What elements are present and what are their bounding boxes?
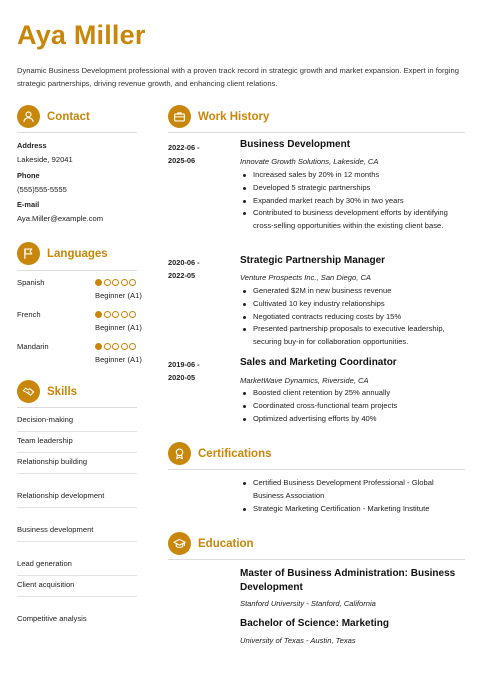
certifications-divider bbox=[168, 469, 465, 470]
graduation-cap-icon bbox=[168, 532, 191, 555]
address-label: Address bbox=[17, 141, 47, 150]
job-company: Innovate Growth Solutions, Lakeside, CA bbox=[240, 157, 379, 166]
job-bullet: Generated $2M in new business revenue bbox=[240, 285, 465, 298]
rating-dot-empty bbox=[104, 279, 111, 286]
rating-dot-empty bbox=[121, 311, 128, 318]
job-date-start: 2019-06 - bbox=[168, 360, 200, 369]
certifications-section-header bbox=[168, 442, 272, 465]
rating-dot-empty bbox=[129, 343, 136, 350]
job-bullet: Expanded market reach by 30% in two years bbox=[240, 195, 465, 208]
skill-item: Competitive analysis bbox=[17, 614, 87, 623]
skill-item: Client acquisition bbox=[17, 578, 137, 597]
education-section-header bbox=[168, 532, 254, 555]
rating-dot-empty bbox=[121, 279, 128, 286]
email-label: E-mail bbox=[17, 200, 40, 209]
profile-summary: Dynamic Business Development professional with a proven track record in strategic growth and market expansion. Expert in forging strategic partnerships, driving revenue growth, and enhancing client relations. bbox=[17, 66, 459, 88]
job-title: Sales and Marketing Coordinator bbox=[240, 357, 397, 368]
job-bullet: Negotiated contracts reducing costs by 15% bbox=[240, 311, 465, 324]
skills-divider bbox=[17, 407, 137, 408]
handshake-icon bbox=[17, 380, 40, 403]
languages-divider bbox=[17, 270, 137, 271]
job-company: Venture Prospects Inc., San Diego, CA bbox=[240, 273, 371, 282]
skill-item: Decision-making bbox=[17, 413, 137, 432]
skill-item: Relationship building bbox=[17, 455, 137, 474]
job-bullet: Increased sales by 20% in 12 months bbox=[240, 169, 465, 182]
skills-title: Skills bbox=[47, 385, 78, 398]
language-name: Mandarin bbox=[17, 342, 49, 351]
language-name: French bbox=[17, 310, 41, 319]
rating-dot-filled bbox=[95, 343, 102, 350]
job-bullet: Presented partnership proposals to executive leadership, securing buy-in for collaboration opportunities. bbox=[240, 323, 465, 349]
job-bullet: Coordinated cross-functional team projects bbox=[240, 400, 465, 413]
language-name: Spanish bbox=[17, 278, 45, 287]
job-date-end: 2025-06 bbox=[168, 156, 196, 165]
rating-dot-filled bbox=[95, 311, 102, 318]
language-rating bbox=[95, 279, 136, 286]
languages-section-header bbox=[17, 242, 108, 265]
job-date-start: 2020-06 - bbox=[168, 258, 200, 267]
certification-list bbox=[240, 477, 465, 515]
education-title: Education bbox=[198, 537, 254, 550]
job-date-start: 2022-06 - bbox=[168, 143, 200, 152]
skill-item: Relationship development bbox=[17, 489, 137, 508]
rating-dot-empty bbox=[129, 279, 136, 286]
work-history-section-header bbox=[168, 105, 269, 128]
rating-dot-empty bbox=[104, 311, 111, 318]
certificate-icon bbox=[168, 442, 191, 465]
skills-section-header bbox=[17, 380, 77, 403]
job-date-end: 2020-05 bbox=[168, 373, 196, 382]
person-icon bbox=[17, 105, 40, 128]
certification-item: Strategic Marketing Certification - Marketing Institute bbox=[240, 503, 465, 516]
degree-title: Bachelor of Science: Marketing bbox=[240, 618, 389, 629]
rating-dot-empty bbox=[112, 311, 119, 318]
school-name: University of Texas - Austin, Texas bbox=[240, 636, 356, 645]
degree-title: Master of Business Administration: Business Development bbox=[240, 568, 456, 593]
rating-dot-empty bbox=[112, 343, 119, 350]
job-title: Business Development bbox=[240, 139, 351, 150]
rating-dot-empty bbox=[112, 279, 119, 286]
certification-item: Certified Business Development Professional - Global Business Association bbox=[240, 477, 465, 503]
phone-label: Phone bbox=[17, 171, 40, 180]
phone-value: (555)555-5555 bbox=[17, 185, 67, 194]
skill-item: Business development bbox=[17, 523, 137, 542]
address-value: Lakeside, 92041 bbox=[17, 155, 73, 164]
certifications-title: Certifications bbox=[198, 447, 272, 460]
job-bullet: Optimized advertising efforts by 40% bbox=[240, 413, 465, 426]
contact-title: Contact bbox=[47, 110, 90, 123]
skill-item: Lead generation bbox=[17, 557, 137, 576]
contact-section-header bbox=[17, 105, 90, 128]
flag-icon bbox=[17, 242, 40, 265]
job-date-end: 2022-05 bbox=[168, 271, 196, 280]
job-bullets bbox=[240, 387, 465, 425]
job-bullet: Cultivated 10 key industry relationships bbox=[240, 298, 465, 311]
education-divider bbox=[168, 559, 465, 560]
job-bullets bbox=[240, 169, 465, 233]
skill-item: Team leadership bbox=[17, 434, 137, 453]
job-bullet: Developed 5 strategic partnerships bbox=[240, 182, 465, 195]
rating-dot-empty bbox=[129, 311, 136, 318]
language-rating bbox=[95, 311, 136, 318]
briefcase-icon bbox=[168, 105, 191, 128]
rating-dot-filled bbox=[95, 279, 102, 286]
email-value: Aya.Miller@example.com bbox=[17, 214, 104, 223]
rating-dot-empty bbox=[121, 343, 128, 350]
job-bullet: Contributed to business development efforts by identifying cross-selling opportunities within the existing client base. bbox=[240, 207, 465, 233]
job-title: Strategic Partnership Manager bbox=[240, 255, 386, 266]
language-level: Beginner (A1) bbox=[95, 291, 142, 300]
language-rating bbox=[95, 343, 136, 350]
language-level: Beginner (A1) bbox=[95, 355, 142, 364]
candidate-name: Aya Miller bbox=[17, 20, 146, 50]
job-bullet: Boosted client retention by 25% annually bbox=[240, 387, 465, 400]
rating-dot-empty bbox=[104, 343, 111, 350]
contact-divider bbox=[17, 132, 137, 133]
school-name: Stanford University - Stanford, California bbox=[240, 599, 376, 608]
work-history-title: Work History bbox=[198, 110, 270, 123]
languages-title: Languages bbox=[47, 247, 108, 260]
job-company: MarketWave Dynamics, Riverside, CA bbox=[240, 376, 369, 385]
work-history-divider bbox=[168, 132, 465, 133]
job-bullets bbox=[240, 285, 465, 349]
language-level: Beginner (A1) bbox=[95, 323, 142, 332]
